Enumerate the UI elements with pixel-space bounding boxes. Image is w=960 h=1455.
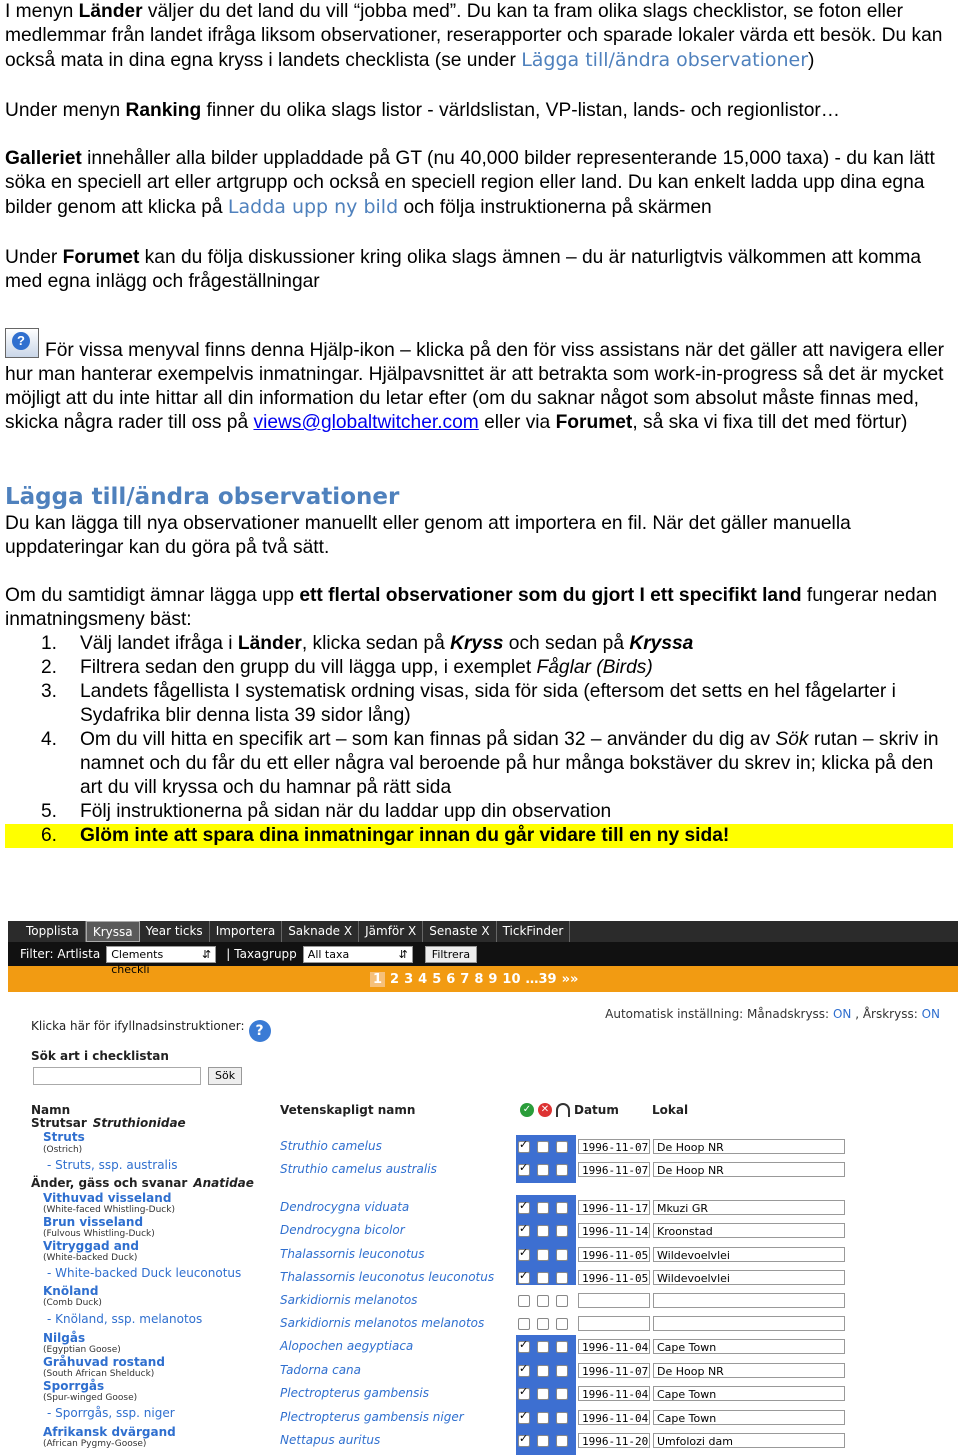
english-name xyxy=(43,1205,175,1215)
species-link[interactable] xyxy=(43,1191,171,1205)
text: ) xyxy=(808,50,815,71)
para-intro: Du kan lägga till nya observationer manuellt eller genom att importera en fil. När det gäller manuella uppdateringar kan du göra på två sätt. xyxy=(5,513,851,558)
label: (African Pygmy-Goose) xyxy=(43,1439,147,1449)
family-name xyxy=(31,1116,186,1130)
row-checkboxes xyxy=(518,1412,575,1424)
not-seen-checkbox[interactable] xyxy=(537,1435,549,1447)
seen-checkbox[interactable] xyxy=(518,1225,530,1237)
text: , Årskryss: xyxy=(855,1007,918,1021)
bold-galleriet: Galleriet xyxy=(5,148,82,169)
filter-bar xyxy=(8,942,958,976)
step xyxy=(5,632,955,656)
locality-input[interactable]: Mkuzi GR xyxy=(653,1200,845,1215)
steps-list xyxy=(5,632,955,848)
species-link[interactable] xyxy=(43,1130,85,1144)
menu-jamfor[interactable]: Jämför X xyxy=(359,921,423,942)
para-ranking xyxy=(5,99,955,123)
not-seen-checkbox[interactable] xyxy=(537,1141,549,1153)
locality-input[interactable]: De Hoop NR xyxy=(653,1363,845,1378)
locality-input[interactable] xyxy=(653,1293,845,1308)
seen-checkbox[interactable] xyxy=(518,1365,530,1377)
sci-name-link[interactable]: Plectropterus gambensis niger xyxy=(280,1410,464,1424)
step xyxy=(5,680,955,728)
col-name: Namn xyxy=(31,1103,71,1117)
not-seen-checkbox[interactable] xyxy=(537,1249,549,1261)
text: , så ska vi fixa till det med förtur) xyxy=(632,412,908,433)
not-seen-checkbox[interactable] xyxy=(537,1341,549,1353)
subspecies-link[interactable] xyxy=(47,1158,177,1172)
pagination xyxy=(8,966,958,992)
label: (Fulvous Whistling-Duck) xyxy=(43,1229,155,1239)
english-name xyxy=(43,1393,137,1403)
check-green-icon: ✓ xyxy=(520,1103,534,1117)
date-input[interactable]: 1996-11-04 xyxy=(578,1410,650,1425)
label: Afrikansk dvärgand xyxy=(43,1425,176,1439)
email-link[interactable]: views@globaltwitcher.com xyxy=(253,412,479,433)
sci-name-link[interactable]: Sarkidiornis melanotos melanotos xyxy=(280,1316,485,1330)
label: Vithuvad visseland xyxy=(43,1191,172,1205)
heard-checkbox[interactable] xyxy=(556,1202,568,1214)
label: Sporrgås xyxy=(43,1379,105,1393)
not-seen-checkbox[interactable] xyxy=(537,1412,549,1424)
page-link[interactable]: 8 xyxy=(474,971,484,987)
label: - Knöland, ssp. melanotos xyxy=(47,1312,203,1326)
step xyxy=(5,656,955,680)
not-seen-checkbox[interactable] xyxy=(537,1164,549,1176)
date-input[interactable] xyxy=(578,1316,650,1331)
text: Om du vill hitta en specifik art – som kan finnas på sidan 32 – använder du dig av xyxy=(80,729,776,750)
step-number: 2. xyxy=(41,657,58,678)
seen-checkbox[interactable] xyxy=(518,1141,530,1153)
para-help xyxy=(5,328,955,435)
sci-name-link[interactable]: Plectropterus gambensis xyxy=(280,1386,429,1400)
locality-input[interactable]: Cape Town xyxy=(653,1410,845,1425)
not-seen-checkbox[interactable] xyxy=(537,1272,549,1284)
row-checkboxes xyxy=(518,1295,575,1307)
checklist-select[interactable] xyxy=(106,946,216,976)
label: Brun visseland xyxy=(43,1215,144,1229)
col-icons xyxy=(520,1103,619,1117)
row-checkboxes xyxy=(518,1202,575,1214)
page-link[interactable]: 7 xyxy=(460,971,470,987)
heard-checkbox[interactable] xyxy=(556,1164,568,1176)
english-name xyxy=(43,1369,154,1379)
label: Nilgås xyxy=(43,1331,86,1345)
text: Klicka här för ifyllnadsinstruktioner: xyxy=(31,1019,245,1033)
menu-year-ticks[interactable]: Year ticks xyxy=(140,921,210,942)
step-number: 4. xyxy=(41,729,58,750)
monthly-toggle[interactable]: ON xyxy=(832,1007,852,1021)
text: fungerar nedan inmatningsmeny bäst: xyxy=(5,585,938,630)
seen-checkbox[interactable] xyxy=(518,1272,530,1284)
link-ladda-upp[interactable]: Ladda upp ny bild xyxy=(227,196,399,218)
heard-checkbox[interactable] xyxy=(556,1341,568,1353)
date-input[interactable]: 1996-11-04 xyxy=(578,1339,650,1354)
row-checkboxes xyxy=(518,1225,575,1237)
text: Under menyn xyxy=(5,100,126,121)
text: och sedan på xyxy=(503,633,630,654)
cross-red-icon: ✕ xyxy=(538,1103,552,1117)
page-link[interactable]: 5 xyxy=(432,971,442,987)
page-link[interactable]: …39 xyxy=(525,971,557,987)
text: eller via xyxy=(478,412,556,433)
date-input[interactable]: 1996-11-05 xyxy=(578,1247,650,1262)
english-name xyxy=(43,1298,102,1308)
seen-checkbox[interactable] xyxy=(518,1341,530,1353)
help-question-icon[interactable]: ? xyxy=(249,1020,271,1042)
text: Filtrera sedan den grupp du vill lägga upp, i exemplet xyxy=(80,657,537,678)
text: Landets fågellista I systematisk ordning visas, sida för sida (eftersom det setts en hel fågelarter i Sydafrika blir denna lista 39 sidor lång) xyxy=(80,681,896,726)
seen-checkbox[interactable] xyxy=(518,1202,530,1214)
filter-button[interactable]: Filtrera xyxy=(425,946,477,963)
label: (Ostrich) xyxy=(43,1145,83,1155)
text: rutan – skriv in namnet och du får du ett eller några val beroende på hur många bokstäver du skrev in; klicka på den art du vill kryssa och du hamnar på rätt sida xyxy=(80,729,939,798)
step xyxy=(5,728,955,800)
bold-forumet: Forumet xyxy=(62,247,140,268)
locality-input[interactable]: Cape Town xyxy=(653,1339,845,1354)
species-link[interactable] xyxy=(43,1355,165,1369)
page-link[interactable]: 10 xyxy=(502,971,521,987)
page-link[interactable]: 2 xyxy=(390,971,400,987)
text: och följa instruktionerna på skärmen xyxy=(398,197,712,218)
label: (Comb Duck) xyxy=(43,1298,102,1308)
heard-checkbox[interactable] xyxy=(556,1435,568,1447)
heard-checkbox[interactable] xyxy=(556,1412,568,1424)
english-name xyxy=(43,1253,137,1263)
page-link[interactable]: 9 xyxy=(488,971,498,987)
step xyxy=(5,800,955,824)
date-input[interactable]: 1996-11-04 xyxy=(578,1386,650,1401)
taxa-label: Taxagrupp xyxy=(234,947,297,961)
search-button[interactable]: Sök xyxy=(208,1067,242,1085)
sci-name-link[interactable]: Struthio camelus xyxy=(280,1139,382,1153)
text: finner du olika slags listor - världslistan, VP-listan, lands- och regionlistor… xyxy=(201,100,840,121)
label: (South African Shelduck) xyxy=(43,1369,155,1379)
not-seen-checkbox[interactable] xyxy=(537,1318,549,1330)
heard-checkbox[interactable] xyxy=(556,1365,568,1377)
text: Om du samtidigt ämnar lägga upp xyxy=(5,585,300,606)
select-arrows-icon: ⇵ xyxy=(201,947,212,961)
species-link[interactable] xyxy=(43,1425,176,1439)
filter-label: Filter: Artlista xyxy=(20,947,101,961)
locality-input[interactable]: De Hoop NR xyxy=(653,1139,845,1154)
date-input[interactable]: 1996-11-17 xyxy=(578,1200,650,1215)
heard-checkbox[interactable] xyxy=(556,1249,568,1261)
english-name xyxy=(43,1345,121,1355)
row-checkboxes xyxy=(518,1341,575,1353)
species-link[interactable] xyxy=(43,1331,85,1345)
para-forumet xyxy=(5,246,955,294)
label: - Sporrgås, ssp. niger xyxy=(47,1406,175,1420)
label: (White-backed Duck) xyxy=(43,1253,138,1263)
english-name xyxy=(43,1229,155,1239)
page-link[interactable]: 3 xyxy=(404,971,414,987)
page-next[interactable]: »» xyxy=(561,971,579,987)
text: Följ instruktionerna på sidan när du laddar upp din observation xyxy=(80,801,612,822)
subspecies-link[interactable] xyxy=(47,1266,241,1280)
seen-checkbox[interactable] xyxy=(518,1412,530,1424)
label: Gråhuvad rostand xyxy=(43,1355,165,1369)
text: , klicka sedan på xyxy=(301,633,451,654)
sci-name-link[interactable]: Nettapus auritus xyxy=(280,1433,381,1447)
row-checkboxes xyxy=(518,1388,575,1400)
heard-checkbox[interactable] xyxy=(556,1388,568,1400)
not-seen-checkbox[interactable] xyxy=(537,1295,549,1307)
text: kan du följa diskussioner kring olika slags ämnen – du är naturligtvis välkommen att komma med egna inlägg och frågeställningar xyxy=(5,247,922,292)
seen-checkbox[interactable] xyxy=(518,1164,530,1176)
locality-input[interactable] xyxy=(653,1316,845,1331)
row-checkboxes xyxy=(518,1365,575,1377)
col-date: Datum xyxy=(574,1103,619,1117)
text: Glöm inte att spara dina inmatningar innan du går vidare till en ny sida! xyxy=(80,825,730,846)
text: Välj landet ifråga i xyxy=(80,633,238,654)
select-arrows-icon: ⇵ xyxy=(398,947,408,961)
step-number: 1. xyxy=(41,633,58,654)
select-value: Clements checkli xyxy=(111,947,164,976)
heard-checkbox[interactable] xyxy=(556,1272,568,1284)
seen-checkbox[interactable] xyxy=(518,1435,530,1447)
text: väljer du det land du vill “jobba med”. Du kan ta fram olika slags checklistor, se foton eller medlemmar från landet ifråga liksom observationer, reserapporter och sparade lokaler värda ett besök. Du kan också mata in dina egna kryss i landets checklista (se under xyxy=(5,1,943,71)
not-seen-checkbox[interactable] xyxy=(537,1388,549,1400)
sci-name-link[interactable]: Alopochen aegyptiaca xyxy=(280,1339,414,1353)
date-input[interactable]: 1996-11-20 xyxy=(578,1433,650,1448)
heard-checkbox[interactable] xyxy=(556,1295,568,1307)
menu-senaste[interactable]: Senaste X xyxy=(423,921,496,942)
seen-checkbox[interactable] xyxy=(518,1388,530,1400)
seen-checkbox[interactable] xyxy=(518,1249,530,1261)
bold-several: ett flertal observationer som du gjort I ett specifikt land xyxy=(299,585,802,606)
page-link[interactable]: 4 xyxy=(418,971,428,987)
not-seen-checkbox[interactable] xyxy=(537,1202,549,1214)
help-icon: ? xyxy=(5,328,39,358)
label: Strutsar xyxy=(31,1116,87,1130)
locality-input[interactable]: Wildevoelvlei xyxy=(653,1247,845,1262)
seen-checkbox[interactable] xyxy=(518,1318,530,1330)
seen-checkbox[interactable] xyxy=(518,1295,530,1307)
para-several xyxy=(5,584,955,632)
sci-name-link[interactable]: Dendrocygna bicolor xyxy=(280,1223,405,1237)
para-galleriet xyxy=(5,147,955,220)
col-sci: Vetenskapligt namn xyxy=(280,1103,416,1117)
label: Knöland xyxy=(43,1284,99,1298)
label: Struts xyxy=(43,1130,85,1144)
search-input[interactable] xyxy=(33,1067,201,1085)
subspecies-link[interactable] xyxy=(47,1312,202,1326)
select-value: All taxa xyxy=(307,947,350,961)
label: - Struts, ssp. australis xyxy=(47,1158,178,1172)
locality-input[interactable]: Cape Town xyxy=(653,1386,845,1401)
text: I menyn xyxy=(5,1,79,22)
locality-input[interactable]: De Hoop NR xyxy=(653,1162,845,1177)
col-lok: Lokal xyxy=(652,1103,689,1117)
not-seen-checkbox[interactable] xyxy=(537,1365,549,1377)
label: - White-backed Duck leuconotus xyxy=(47,1266,242,1280)
date-input[interactable] xyxy=(578,1293,650,1308)
app-screenshot xyxy=(8,921,958,1455)
not-seen-checkbox[interactable] xyxy=(537,1225,549,1237)
text: Automatisk inställning: Månadskryss: xyxy=(605,1007,830,1021)
para-lander xyxy=(5,0,955,73)
headphones-icon xyxy=(556,1103,570,1117)
auto-settings xyxy=(605,1007,940,1021)
label: Vitryggad and xyxy=(43,1239,139,1253)
date-input[interactable]: 1996-11-07 xyxy=(578,1363,650,1378)
text: Under xyxy=(5,247,63,268)
menu-tickfinder[interactable]: TickFinder xyxy=(497,921,571,942)
top-menu xyxy=(8,921,958,942)
label: (Spur-winged Goose) xyxy=(43,1393,138,1403)
search-label: Sök art i checklistan xyxy=(31,1049,169,1063)
family-name xyxy=(31,1176,254,1190)
sci-name-link[interactable]: Struthio camelus australis xyxy=(280,1162,437,1176)
row-checkboxes xyxy=(518,1272,575,1284)
page-link[interactable]: 6 xyxy=(446,971,456,987)
menu-kryssa[interactable]: Kryssa xyxy=(86,921,140,942)
text: Fåglar (Birds) xyxy=(536,657,653,678)
english-name xyxy=(43,1145,82,1155)
row-checkboxes xyxy=(518,1141,575,1153)
locality-input[interactable]: Wildevoelvlei xyxy=(653,1270,845,1285)
species-link[interactable] xyxy=(43,1379,104,1393)
bold-forumet: Forumet xyxy=(555,412,633,433)
section-title: Lägga till/ändra observationer xyxy=(5,484,400,510)
instructions xyxy=(31,1019,271,1042)
sci-name-link[interactable]: Thalassornis leuconotus xyxy=(280,1247,425,1261)
text: innehåller alla bilder uppladdade på GT (nu 40,000 bilder representerande 15,000 taxa) - du kan lätt söka en speciell art eller artgrupp och också en speciell region eller land. Du kan enkelt ladda upp dina egna bilder genom att klicka på xyxy=(5,148,935,218)
text: Kryssa xyxy=(629,633,694,654)
family-sci: Struthionidae xyxy=(92,1116,186,1130)
date-input[interactable]: 1996-11-14 xyxy=(578,1223,650,1238)
step-number: 5. xyxy=(41,801,58,822)
sci-name-link[interactable]: Sarkidiornis melanotos xyxy=(280,1293,418,1307)
sci-name-link[interactable]: Tadorna cana xyxy=(280,1363,361,1377)
heard-checkbox[interactable] xyxy=(556,1318,568,1330)
page-current[interactable]: 1 xyxy=(370,972,385,987)
date-input[interactable]: 1996-11-07 xyxy=(578,1162,650,1177)
bold-ranking: Ranking xyxy=(125,100,202,121)
menu-saknade[interactable]: Saknade X xyxy=(282,921,359,942)
text: Länder xyxy=(237,633,302,654)
species-link[interactable] xyxy=(43,1284,98,1298)
menu-importera[interactable]: Importera xyxy=(210,921,283,942)
locality-input[interactable]: Kroonstad xyxy=(653,1223,845,1238)
sci-name-link[interactable]: Thalassornis leuconotus leuconotus xyxy=(280,1270,495,1284)
bold-lander: Länder xyxy=(78,1,143,22)
taxa-select[interactable] xyxy=(303,946,413,963)
step-number: 3. xyxy=(41,681,58,702)
label: (Egyptian Goose) xyxy=(43,1345,121,1355)
label: (White-faced Whistling-Duck) xyxy=(43,1205,175,1215)
link-lagga-till[interactable]: Lägga till/ändra observationer xyxy=(521,49,809,71)
step-highlighted xyxy=(5,824,953,848)
species-link[interactable] xyxy=(43,1239,139,1253)
row-checkboxes xyxy=(518,1164,575,1176)
text: För vissa menyval finns denna Hjälp-ikon – klicka på den för viss assistans när det gäller att navigera eller hur man hanterar exempelvis inmatningar. Hjälpavsnittet är att betrakta som work-in-progress så det är mycket möjligt att du inte hittar all din information du letar efter (om du saknar något som absolut måste finnas med, skicka några rader till oss på xyxy=(5,340,945,433)
text: Kryss xyxy=(450,633,504,654)
date-input[interactable]: 1996-11-05 xyxy=(578,1270,650,1285)
subspecies-link[interactable] xyxy=(47,1406,175,1420)
row-checkboxes xyxy=(518,1249,575,1261)
yearly-toggle[interactable]: ON xyxy=(921,1007,940,1021)
label: Änder, gäss och svanar xyxy=(31,1176,188,1190)
heard-checkbox[interactable] xyxy=(556,1225,568,1237)
sci-name-link[interactable]: Dendrocygna viduata xyxy=(280,1200,410,1214)
step-number: 6. xyxy=(41,825,58,846)
family-sci: Anatidae xyxy=(193,1176,254,1190)
species-link[interactable] xyxy=(43,1215,143,1229)
locality-input[interactable]: Umfolozi dam xyxy=(653,1433,845,1448)
row-checkboxes xyxy=(518,1435,575,1447)
divider: | xyxy=(226,947,231,961)
english-name xyxy=(43,1439,146,1449)
row-checkboxes xyxy=(518,1318,575,1330)
menu-topplista[interactable]: Topplista xyxy=(20,921,86,942)
heard-checkbox[interactable] xyxy=(556,1141,568,1153)
text: Sök xyxy=(775,729,809,750)
date-input[interactable]: 1996-11-07 xyxy=(578,1139,650,1154)
